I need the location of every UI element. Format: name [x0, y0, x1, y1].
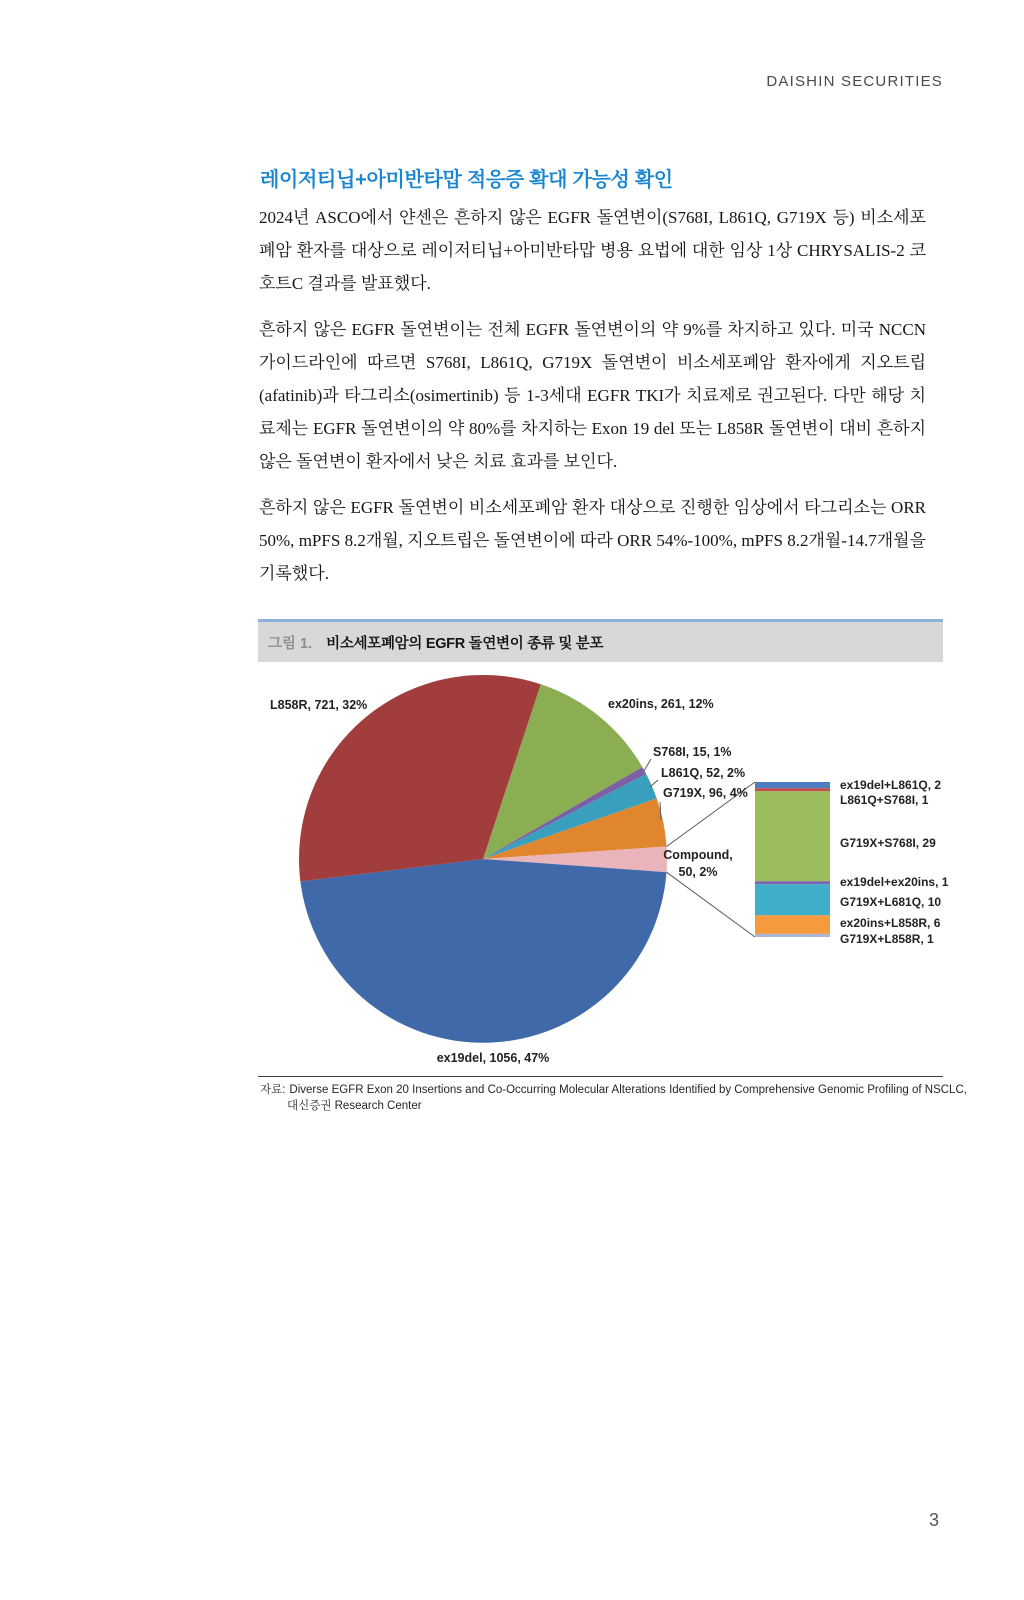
- figure-title: 비소세포폐암의 EGFR 돌연변이 종류 및 분포: [326, 635, 604, 652]
- pie-label-G719X: G719X, 96, 4%: [663, 786, 748, 800]
- bar-label-L861Q+S768I: L861Q+S768I, 1: [840, 793, 929, 807]
- bar-label-G719X+L681Q: G719X+L681Q, 10: [840, 895, 942, 909]
- figure-source: [260, 1083, 967, 1114]
- pie-label-S768I: S768I, 15, 1%: [653, 745, 732, 759]
- bar-label-G719X+S768I: G719X+S768I, 29: [840, 836, 936, 850]
- pie-label-L858R: L858R, 721, 32%: [270, 698, 368, 712]
- pie-label-ex20ins: ex20ins, 261, 12%: [608, 697, 714, 711]
- paragraph-2: 흔하지 않은 EGFR 돌연변이는 전체 EGFR 돌연변이의 약 9%를 차지하고 있다. 미국 NCCN 가이드라인에 따르면 S768I, L861Q, G719X 돌연변이 비소세포폐암 환자에게 지오트립(afatinib)과 타그리소(osimertinib) 등 1-3세대 EGFR TKI가 치료제로 권고된다. 다만 해당 치료제는 EGFR 돌연변이의 약 80%를 차지하는 Exon 19 del 또는 L858R 돌연변이 대비 흔하지 않은 돌연변이 환자에서 낮은 치료 효과를 보인다.: [259, 320, 926, 471]
- egfr-pie-chart: [258, 655, 958, 1070]
- article-body: [259, 201, 926, 603]
- figure-number-label: 그림 1.: [268, 635, 313, 652]
- connector-line-bottom: [667, 872, 756, 937]
- paragraph-3: 흔하지 않은 EGFR 돌연변이 비소세포폐암 환자 대상으로 진행한 임상에서 타그리소는 ORR 50%, mPFS 8.2개월, 지오트립은 돌연변이에 따라 ORR 54%-100%, mPFS 8.2개월-14.7개월을 기록했다.: [259, 498, 926, 583]
- section-heading: 레이저티닙+아미반타맙 적응증 확대 가능성 확인: [260, 169, 673, 192]
- pie-slice-ex19del: [300, 859, 666, 1043]
- pie-label-Compound-value: 50, 2%: [678, 865, 718, 879]
- source-text: Diverse EGFR Exon 20 Insertions and Co-Occurring Molecular Alterations Identified by Comprehensive Genomic Profiling of NSCLC, 대신증권 Research Center: [287, 1084, 967, 1112]
- leader-line-S768I: [644, 759, 651, 771]
- pie-label-ex19del: ex19del, 1056, 47%: [436, 1051, 550, 1065]
- leader-line-L861Q: [650, 780, 658, 787]
- bar-label-ex19del+L861Q: ex19del+L861Q, 2: [840, 778, 942, 792]
- bar-segment-L861Q+S768I: [755, 788, 830, 791]
- paragraph-1: 2024년 ASCO에서 얀센은 흔하지 않은 EGFR 돌연변이(S768I, L861Q, G719X 등) 비소세포폐암 환자를 대상으로 레이저티닙+아미반타맙 병용 요법에 대한 임상 1상 CHRYSALIS-2 코호트C 결과를 발표했다.: [259, 208, 926, 293]
- bar-label-ex19del+ex20ins: ex19del+ex20ins, 1: [840, 875, 949, 889]
- source-prefix-label: 자료:: [260, 1084, 286, 1096]
- bar-label-G719X+L858R: G719X+L858R, 1: [840, 932, 934, 946]
- brand-header: DAISHIN SECURITIES: [766, 73, 943, 90]
- bar-label-ex20ins+L858R: ex20ins+L858R, 6: [840, 916, 941, 930]
- bar-segment-ex20ins+L858R: [755, 915, 830, 934]
- bar-segment-ex19del+L861Q: [755, 782, 830, 788]
- bar-segment-ex19del+ex20ins: [755, 881, 830, 884]
- bar-segment-G719X+L858R: [755, 934, 830, 937]
- pie-label-L861Q: L861Q, 52, 2%: [661, 766, 746, 780]
- figure-bottom-rule: [258, 1076, 943, 1077]
- pie-label-Compound: Compound,: [663, 848, 733, 862]
- bar-segment-G719X+L681Q: [755, 884, 830, 915]
- bar-segment-G719X+S768I: [755, 791, 830, 881]
- page-number: 3: [929, 1510, 940, 1530]
